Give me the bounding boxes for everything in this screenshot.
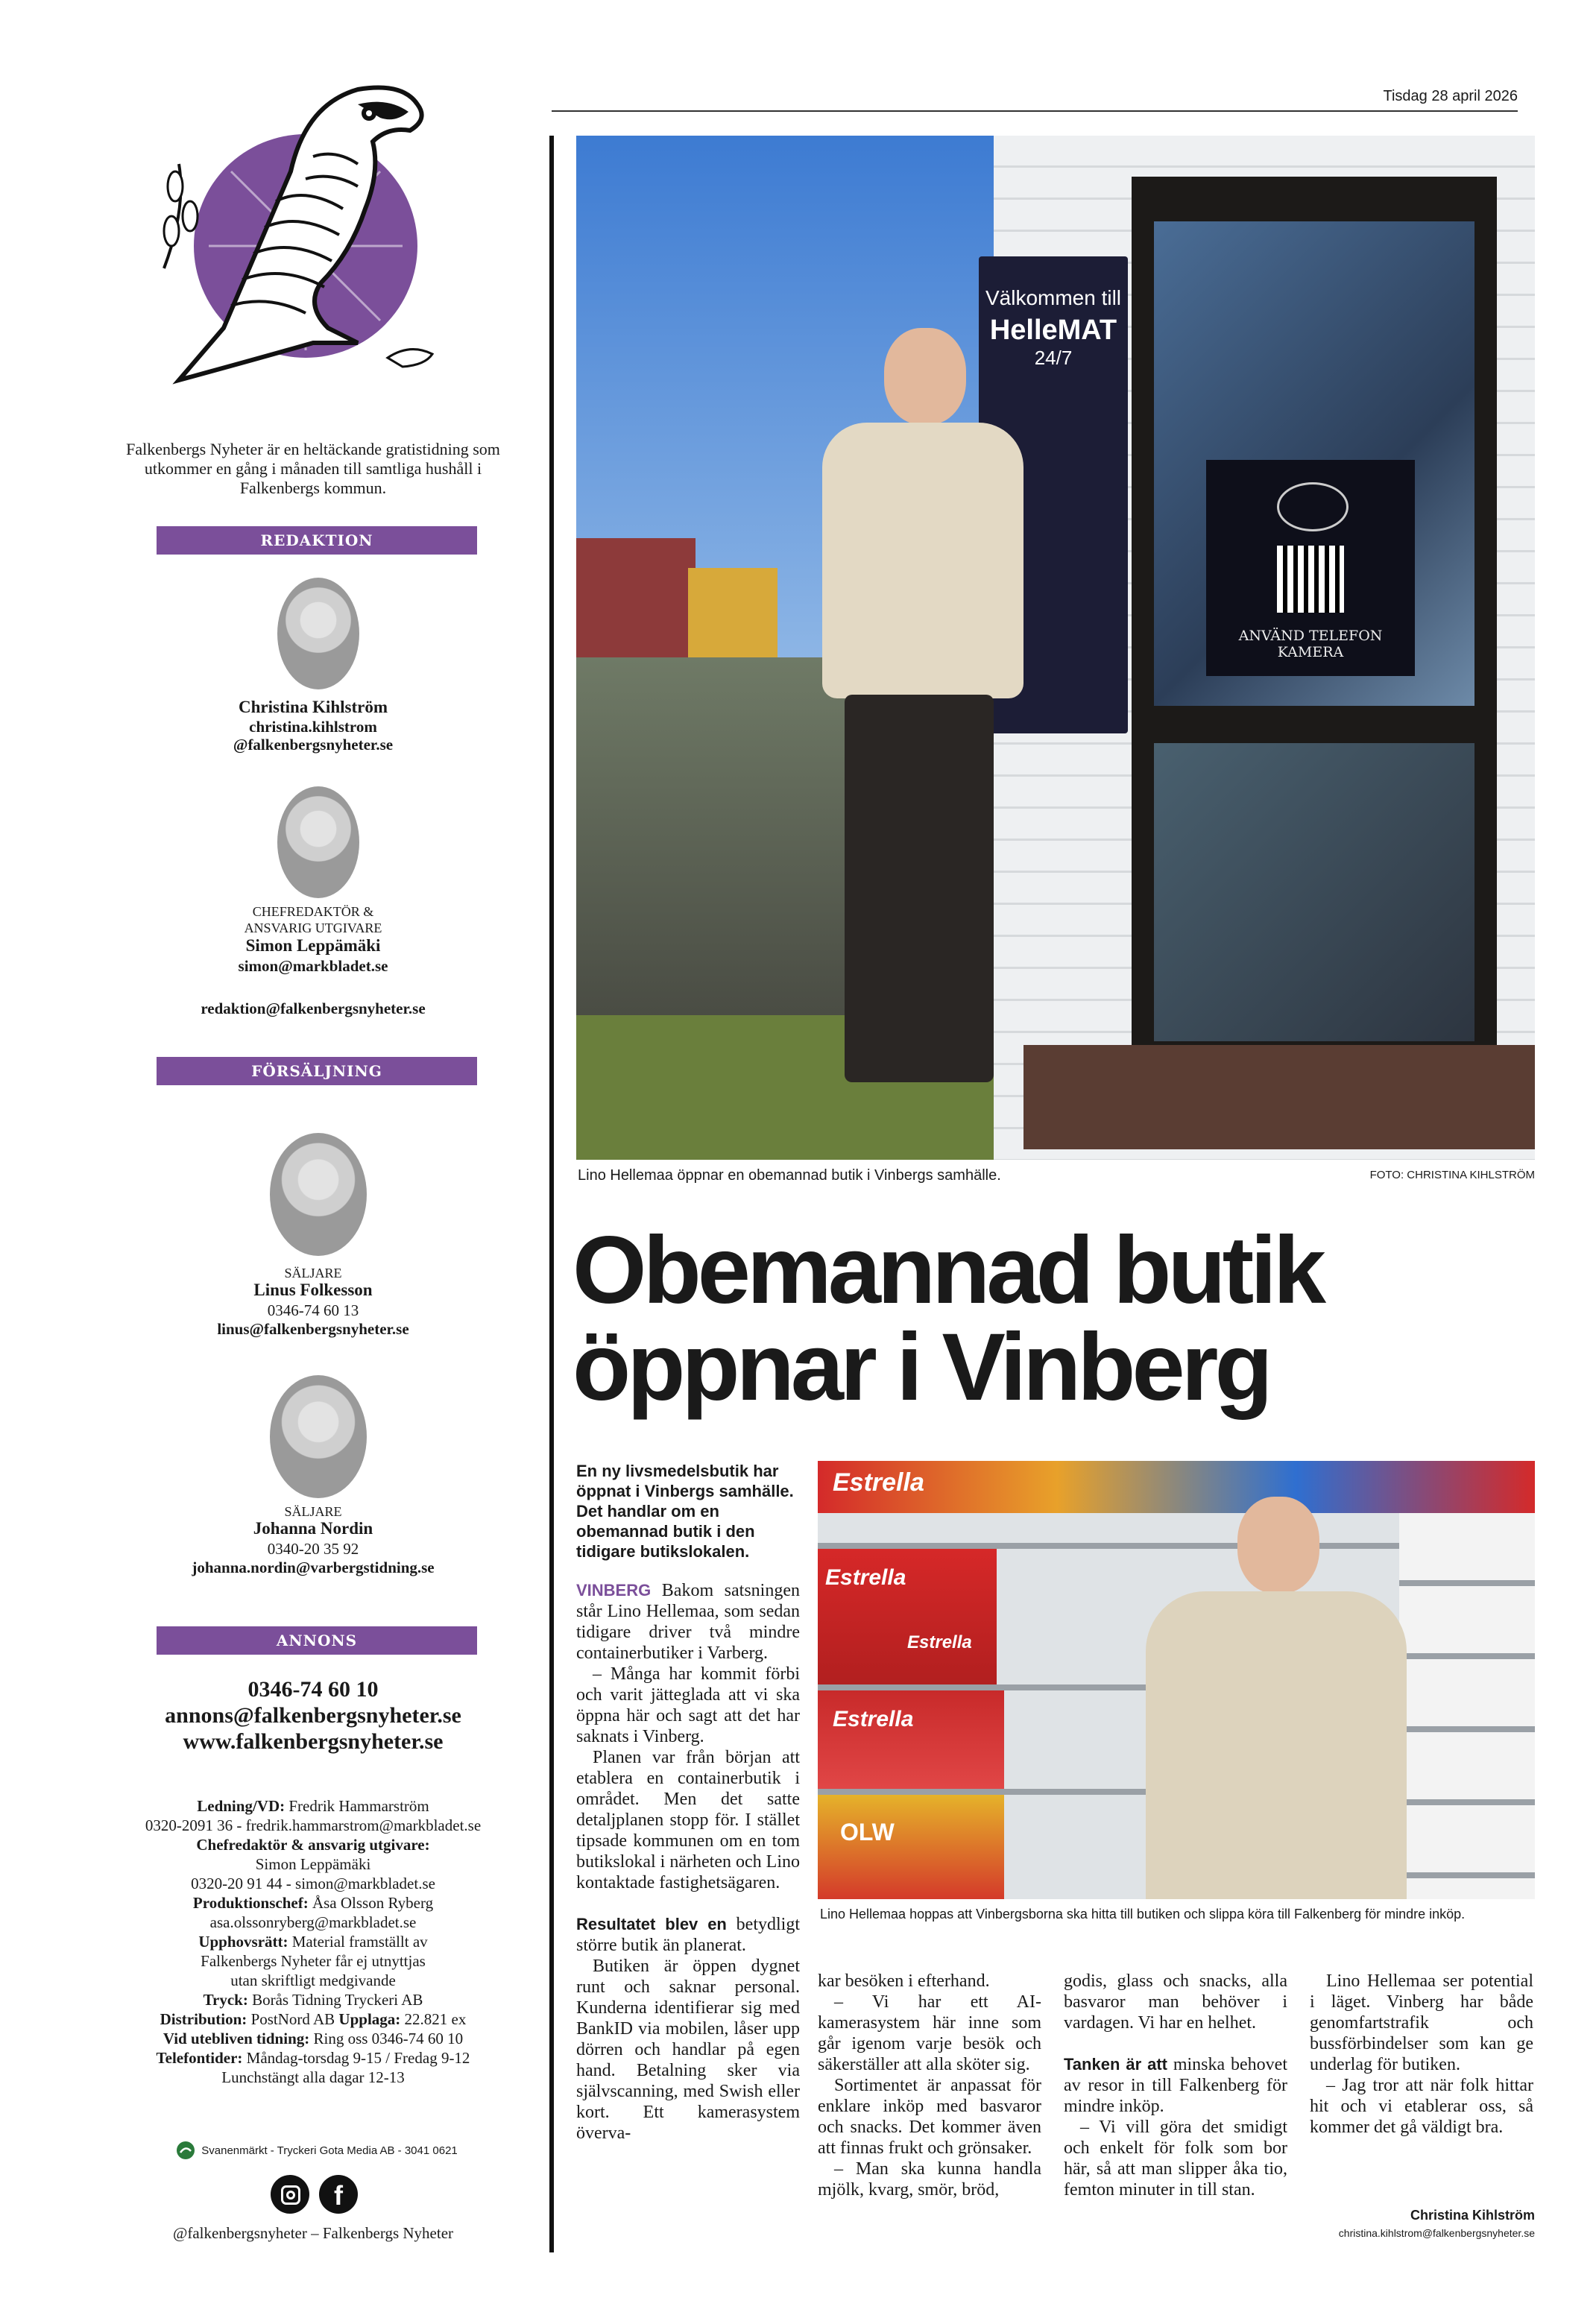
door-label: ANVÄND TELEFON KAMERA bbox=[1238, 628, 1383, 660]
doormat bbox=[1023, 1045, 1535, 1149]
forsaljning-role-1: SÄLJARE bbox=[284, 1266, 342, 1281]
prod-label: Produktionschef: bbox=[192, 1894, 309, 1912]
ledning-contact: 0320-2091 36 - fredrik.hammarstrom@markbladet.se bbox=[145, 1816, 482, 1834]
chips-block-2 bbox=[818, 1690, 1004, 1795]
forsaljning-name-2: Johanna Nordin bbox=[253, 1519, 373, 1538]
lunch-hours: Lunchstängt alla dagar 12-13 bbox=[221, 2068, 405, 2086]
svanen-row bbox=[157, 2141, 477, 2160]
p5: Butiken är öppen dygnet runt och saknar personal. Kunderna identifierar sig med BankID via mobilen, låser upp dörren och handlar på egen hand. Betalning sker via självscanning, med Swish eller kort. Ett kamerasystem överva- bbox=[576, 1957, 800, 2143]
tryck-value: Borås Tidning Tryckeri AB bbox=[252, 1991, 423, 2009]
brand-4: Estrella bbox=[907, 1632, 972, 1652]
c3p3: – Vi vill göra det smidigt och enkelt för folk som bor här, så att man slipper åka tio, femton minuter in till stan. bbox=[1064, 2118, 1287, 2200]
instagram-icon[interactable] bbox=[271, 2175, 309, 2214]
portrait-johanna bbox=[270, 1375, 367, 1498]
svanen-text: Svanenmärkt - Tryckeri Gota Media AB - 3041 0621 bbox=[201, 2144, 458, 2157]
swan-ecolabel-icon bbox=[176, 2141, 195, 2160]
brand-3: Estrella bbox=[833, 1707, 914, 1731]
portrait-christina bbox=[277, 578, 359, 689]
redaktion-heading: REDAKTION bbox=[157, 526, 477, 555]
chips-block-3 bbox=[818, 1795, 1004, 1899]
qr-panel bbox=[1206, 460, 1415, 676]
dist-value: PostNord AB bbox=[250, 2010, 335, 2028]
redaktion-name-1: Christina Kihlström bbox=[239, 698, 388, 716]
forsaljning-heading: FÖRSÄLJNING bbox=[157, 1057, 477, 1085]
redaktion-email: redaktion@falkenbergsnyheter.se bbox=[201, 1000, 426, 1017]
article-column-3 bbox=[1064, 1971, 1287, 2200]
tel-value: Måndag-torsdag 9-15 / Fredag 9-12 bbox=[246, 2049, 470, 2067]
c2p2: – Vi har ett AI-kamerasystem här inne som går igenom varje besök och säkerställer att alla sköter sig. bbox=[818, 1992, 1041, 2074]
prod-value: Åsa Olsson Ryberg bbox=[312, 1894, 434, 1912]
forsaljning-email-2: johanna.nordin@varbergstidning.se bbox=[192, 1559, 435, 1576]
chef-name: Simon Leppämäki bbox=[255, 1855, 371, 1873]
p3: Planen var från början att etablera en containerbutik i området. Men det satte detaljplanen stopp för. I stället tipsade kommunen om en tom butikslokal i närheten och Lino kontaktade fastighetsägaren. bbox=[576, 1748, 800, 1892]
byline: Christina Kihlström bbox=[1410, 2208, 1535, 2223]
sign-title: Välkommen till bbox=[985, 286, 1122, 309]
forsaljning-role-2: SÄLJARE bbox=[284, 1504, 342, 1519]
p2: – Många har kommit förbi och varit jätteglada att vi ska öppna här och sagt att det har saknats i Vinberg. bbox=[576, 1664, 800, 1746]
issue-date: Tisdag 28 april 2026 bbox=[1383, 88, 1518, 104]
main-photo bbox=[576, 136, 1535, 1160]
article-column-1 bbox=[576, 1580, 800, 2144]
portrait-simon bbox=[277, 786, 359, 898]
c3p1: godis, glass och snacks, alla basvaror man behöver i vardagen. Vi har en helhet. bbox=[1064, 1971, 1287, 2033]
falcon-logo bbox=[134, 60, 492, 402]
upph-label: Upphovsrätt: bbox=[198, 1933, 288, 1951]
brand-2: Estrella bbox=[825, 1565, 906, 1590]
utebl-label: Vid utebliven tidning: bbox=[163, 2030, 310, 2047]
redaktion-email-1b: @falkenbergsnyheter.se bbox=[233, 736, 394, 754]
chef-contact: 0320-20 91 44 - simon@markbladet.se bbox=[191, 1875, 435, 1892]
headline-line-2: öppnar i Vinberg bbox=[573, 1314, 1269, 1421]
annons-email: annons@falkenbergsnyheter.se bbox=[165, 1703, 461, 1728]
brand-1: Estrella bbox=[833, 1468, 924, 1497]
photo2-caption: Lino Hellemaa hoppas att Vinbergsborna ska hitta till butiken och slippa köra till Falkenberg för mindre inköp. bbox=[820, 1907, 1466, 1922]
redaktion-email-2: simon@markbladet.se bbox=[238, 957, 388, 975]
annons-web: www.falkenbergsnyheter.se bbox=[183, 1729, 444, 1754]
uppl-label: Upplaga: bbox=[338, 2010, 401, 2028]
man-head-2 bbox=[1237, 1497, 1319, 1594]
tryck-label: Tryck: bbox=[203, 1991, 248, 2009]
forsaljning-name-1: Linus Folkesson bbox=[253, 1281, 373, 1299]
byline-email: christina.kihlstrom@falkenbergsnyheter.se bbox=[1338, 2227, 1535, 2239]
headline-line-1: Obemannad butik bbox=[573, 1217, 1322, 1324]
social-text: @falkenbergsnyheter – Falkenbergs Nyheter bbox=[172, 2224, 454, 2242]
shop-photo bbox=[818, 1461, 1535, 1899]
top-rule bbox=[552, 110, 1518, 112]
man-head bbox=[884, 328, 966, 425]
c2p4: – Man ska kunna handla mjölk, kvarg, smör, bröd, bbox=[818, 2159, 1041, 2200]
red-house bbox=[576, 538, 696, 657]
subhead-2: Tanken är att bbox=[1064, 2055, 1167, 2074]
p4: betydligt större butik än planerat. bbox=[576, 1915, 800, 1955]
qr-code bbox=[1277, 546, 1344, 613]
redaktion-email-1a: christina.kihlstrom bbox=[249, 718, 377, 736]
door-glass-lower bbox=[1154, 743, 1474, 1041]
c4p1: Lino Hellemaa ser potential i läget. Vinberg har både genomfartstrafik och bussförbindelser som kan ge underlag för butiken. bbox=[1310, 1971, 1533, 2074]
utebl-value: Ring oss 0346-74 60 10 bbox=[313, 2030, 464, 2047]
door bbox=[1132, 177, 1497, 1071]
c2p3: Sortimentet är anpassat för enklare inköp med basvaror och snacks. Det kommer även att finnas frukt och grönsaker. bbox=[818, 2076, 1041, 2158]
man-sweater bbox=[822, 423, 1023, 698]
right-shelves bbox=[1399, 1513, 1535, 1899]
uppl-value: 22.821 ex bbox=[404, 2010, 467, 2028]
redaktion-role-2a: CHEFREDAKTÖR & bbox=[252, 904, 374, 919]
upph-value: Material framställt av bbox=[291, 1933, 428, 1951]
headline bbox=[573, 1217, 1534, 1421]
forsaljning-phone-2: 0340-20 35 92 bbox=[267, 1540, 359, 1558]
colophon bbox=[104, 1796, 522, 2087]
facebook-icon[interactable]: f bbox=[319, 2175, 358, 2214]
redaktion-role-2b: ANSVARIG UTGIVARE bbox=[244, 921, 382, 935]
masthead-description: Falkenbergs Nyheter är en heltäckande gratistidning som utkommer en gång i månaden till samtliga hushåll i Falkenbergs kommun. bbox=[126, 440, 500, 497]
dist-label: Distribution: bbox=[160, 2010, 247, 2028]
article-lead: En ny livsmedelsbutik har öppnat i Vinbergs samhälle. Det handlar om en obemannad butik i den tidigare butikslokalen. bbox=[576, 1462, 794, 1561]
annons-heading: ANNONS bbox=[157, 1626, 477, 1655]
article-column-4 bbox=[1310, 1971, 1533, 2138]
subhead-1: Resultatet blev en bbox=[576, 1915, 727, 1933]
prod-email: asa.olssonryberg@markbladet.se bbox=[209, 1913, 417, 1931]
c4p2: – Jag tror att när folk hittar hit och vi etablerar oss, så kommer det gå väldigt bra. bbox=[1310, 2076, 1533, 2137]
c2p1: kar besöken i efterhand. bbox=[818, 1971, 990, 1991]
olw-logo: OLW bbox=[840, 1819, 895, 1845]
c3p2: minska behovet av resor in till Falkenberg för mindre inköp. bbox=[1064, 2055, 1287, 2116]
man-sweater-2 bbox=[1146, 1591, 1407, 1899]
sign-brand: HelleMAT bbox=[989, 315, 1117, 346]
sign-hours: 24/7 bbox=[1034, 347, 1073, 369]
redaktion-name-2: Simon Leppämäki bbox=[245, 936, 381, 955]
upph-line3: utan skriftligt medgivande bbox=[230, 1971, 396, 1989]
ledning-value: Fredrik Hammarström bbox=[288, 1797, 429, 1815]
yellow-house bbox=[688, 568, 778, 657]
tel-label: Telefontider: bbox=[156, 2049, 243, 2067]
column-divider bbox=[549, 136, 554, 2252]
upph-line2: Falkenbergs Nyheter får ej utnyttjas bbox=[201, 1952, 426, 1970]
photo1-caption: Lino Hellemaa öppnar en obemannad butik i Vinbergs samhälle. bbox=[578, 1167, 1001, 1184]
article-column-2 bbox=[818, 1971, 1041, 2200]
sidebar bbox=[104, 0, 522, 2324]
annons-phone: 0346-74 60 10 bbox=[247, 1677, 379, 1702]
forsaljning-phone-1: 0346-74 60 13 bbox=[267, 1301, 359, 1319]
chef-label: Chefredaktör & ansvarig utgivare: bbox=[196, 1836, 430, 1854]
shelf-top bbox=[818, 1461, 1535, 1513]
hellemat-logo bbox=[1277, 482, 1349, 531]
p1: Bakom satsningen står Lino Hellemaa, som sedan tidigare driver två mindre containerbutiker i Varberg. bbox=[576, 1581, 800, 1663]
ledning-label: Ledning/VD: bbox=[197, 1797, 286, 1815]
man-trousers bbox=[845, 695, 994, 1082]
photo1-credit: FOTO: CHRISTINA KIHLSTRÖM bbox=[1369, 1169, 1535, 1181]
portrait-linus bbox=[270, 1133, 367, 1256]
forsaljning-email-1: linus@falkenbergsnyheter.se bbox=[217, 1320, 409, 1338]
dateline: VINBERG bbox=[576, 1581, 652, 1600]
